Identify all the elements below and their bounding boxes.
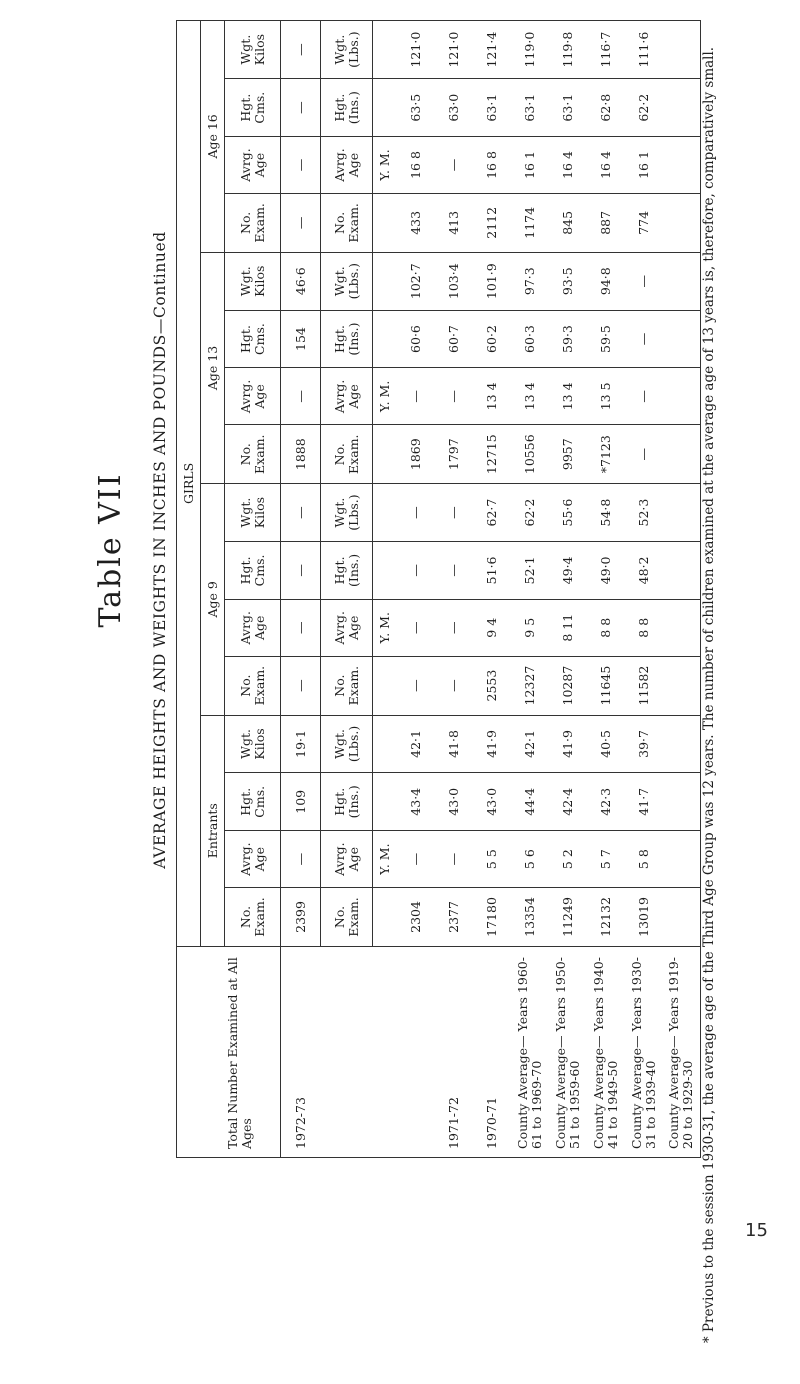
data-cell: 43·0 [473, 773, 511, 831]
header-wgt-kilos: Wgt. Kilos [225, 484, 281, 542]
subheader-avrg-age: Avrg. Age [321, 831, 373, 888]
data-cell: 9 5 [511, 599, 549, 656]
data-cell: — [281, 484, 321, 542]
header-avrg-age: Avrg. Age [225, 599, 281, 656]
data-cell: 102·7 [397, 252, 435, 310]
data-cell: 60·2 [473, 310, 511, 368]
units-cell [373, 484, 397, 542]
data-cell: 121·0 [397, 21, 435, 79]
data-cell: 119·8 [549, 21, 587, 79]
page-number: 15 [745, 1220, 768, 1241]
data-cell: — [281, 541, 321, 599]
data-cell: 16 8 [473, 137, 511, 194]
row-label: 1970-71 [473, 946, 511, 1157]
units-cell [373, 252, 397, 310]
data-cell: 16 4 [587, 137, 625, 194]
units-ym: Y. M. [373, 831, 397, 888]
row-label: County Average— Years 1919-20 to 1929-30 [663, 946, 701, 1157]
data-cell: 1888 [281, 425, 321, 484]
data-cell [663, 252, 701, 310]
data-cell: 887 [587, 193, 625, 252]
data-cell: 13354 [511, 888, 549, 947]
corner-cell [177, 946, 201, 1157]
label-spacer [321, 946, 373, 1157]
data-cell: 11645 [587, 656, 625, 715]
data-cell [663, 888, 701, 947]
header-no-exam: No. Exam. [225, 425, 281, 484]
data-cell: 5 6 [511, 831, 549, 888]
data-cell: 13 4 [549, 368, 587, 425]
table-label: Table VII [93, 472, 128, 628]
header-no-exam: No. Exam. [225, 656, 281, 715]
units-cell [373, 21, 397, 79]
data-cell: — [281, 368, 321, 425]
data-cell: — [435, 656, 473, 715]
units-cell [373, 773, 397, 831]
data-cell [663, 599, 701, 656]
data-cell: 13 4 [511, 368, 549, 425]
data-cell: 49·0 [587, 541, 625, 599]
data-cell: — [435, 541, 473, 599]
data-cell: 9 4 [473, 599, 511, 656]
data-cell [663, 193, 701, 252]
data-cell: 42·3 [587, 773, 625, 831]
heights-weights-table-wrapper [176, 20, 696, 1158]
header-hgt-cms: Hgt. Cms. [225, 773, 281, 831]
subheader-no-exam: No. Exam. [321, 656, 373, 715]
data-cell: 97·3 [511, 252, 549, 310]
row-label: County Average— Years 1940-41 to 1949-50 [587, 946, 625, 1157]
data-cell: 40·5 [587, 715, 625, 773]
units-ym: Y. M. [373, 368, 397, 425]
data-cell: 41·7 [625, 773, 663, 831]
data-cell: — [435, 484, 473, 542]
data-cell: 52·3 [625, 484, 663, 542]
data-cell: 10556 [511, 425, 549, 484]
subheader-no-exam: No. Exam. [321, 888, 373, 947]
data-cell: 59·5 [587, 310, 625, 368]
data-cell: — [625, 425, 663, 484]
data-cell: 48·2 [625, 541, 663, 599]
row-label: 1971-72 [435, 946, 473, 1157]
table-subtitle: AVERAGE HEIGHTS AND WEIGHTS IN INCHES AND POUNDS—Continued [151, 231, 169, 869]
data-cell: — [281, 79, 321, 137]
units-cell [373, 888, 397, 947]
data-cell: 62·7 [473, 484, 511, 542]
data-cell: — [281, 656, 321, 715]
data-cell: — [435, 599, 473, 656]
data-cell: — [625, 252, 663, 310]
data-cell: — [281, 831, 321, 888]
data-cell: — [281, 137, 321, 194]
data-cell: 63·0 [435, 79, 473, 137]
data-cell: 16 8 [397, 137, 435, 194]
data-cell: 12715 [473, 425, 511, 484]
subheader-avrg-age: Avrg. Age [321, 599, 373, 656]
data-cell: 1797 [435, 425, 473, 484]
data-cell: 2553 [473, 656, 511, 715]
label-spacer [397, 946, 435, 1157]
data-cell [663, 310, 701, 368]
data-cell: — [281, 599, 321, 656]
group-header-age-9: Age 9 [201, 484, 225, 715]
data-cell: 17180 [473, 888, 511, 947]
data-cell: 41·8 [435, 715, 473, 773]
data-cell: 59·3 [549, 310, 587, 368]
data-cell: 121·0 [435, 21, 473, 79]
data-cell: 93·5 [549, 252, 587, 310]
header-avrg-age: Avrg. Age [225, 137, 281, 194]
row-label: County Average— Years 1960-61 to 1969-70 [511, 946, 549, 1157]
data-cell: 62·2 [625, 79, 663, 137]
data-cell: 10287 [549, 656, 587, 715]
data-cell [663, 137, 701, 194]
data-cell: 8 8 [587, 599, 625, 656]
data-cell: 12132 [587, 888, 625, 947]
units-cell [373, 656, 397, 715]
header-wgt-kilos: Wgt. Kilos [225, 252, 281, 310]
data-cell: 43·0 [435, 773, 473, 831]
data-cell: 5 7 [587, 831, 625, 888]
data-cell: 63·5 [397, 79, 435, 137]
data-cell: — [397, 368, 435, 425]
data-cell: 433 [397, 193, 435, 252]
data-cell: 54·8 [587, 484, 625, 542]
data-cell [663, 79, 701, 137]
units-cell [373, 193, 397, 252]
data-cell: 13 4 [473, 368, 511, 425]
units-cell [373, 79, 397, 137]
data-cell: 8 11 [549, 599, 587, 656]
data-cell: — [435, 137, 473, 194]
data-cell: 41·9 [473, 715, 511, 773]
data-cell: 42·1 [511, 715, 549, 773]
data-cell: — [397, 599, 435, 656]
data-cell: — [397, 656, 435, 715]
data-cell [663, 831, 701, 888]
footnote: * Previous to the session 1930-31, the average age of the Third Age Group was 12 years. The number of children examined at the average age of 13 years is, therefore, comparatively small. [701, 46, 717, 1344]
data-cell: 5 2 [549, 831, 587, 888]
data-cell: 62·8 [587, 79, 625, 137]
data-cell [663, 368, 701, 425]
data-cell: 2377 [435, 888, 473, 947]
data-cell: 16 4 [549, 137, 587, 194]
subheader-wgt-lbs: Wgt. (Lbs.) [321, 252, 373, 310]
header-hgt-cms: Hgt. Cms. [225, 310, 281, 368]
data-cell: — [435, 368, 473, 425]
subheader-wgt-lbs: Wgt. (Lbs.) [321, 715, 373, 773]
data-cell: 41·9 [549, 715, 587, 773]
data-cell: — [397, 541, 435, 599]
data-cell: 49·4 [549, 541, 587, 599]
data-cell: 43·4 [397, 773, 435, 831]
header-wgt-kilos: Wgt. Kilos [225, 715, 281, 773]
data-cell: 46·6 [281, 252, 321, 310]
data-cell: 55·6 [549, 484, 587, 542]
section-label: GIRLS [177, 21, 201, 947]
data-cell: 39·7 [625, 715, 663, 773]
data-cell: 109 [281, 773, 321, 831]
data-cell: 9957 [549, 425, 587, 484]
data-cell: 13019 [625, 888, 663, 947]
data-cell: 16 1 [511, 137, 549, 194]
units-cell [373, 715, 397, 773]
header-avrg-age: Avrg. Age [225, 831, 281, 888]
data-cell: 2112 [473, 193, 511, 252]
data-cell: 116·7 [587, 21, 625, 79]
data-cell: 60·7 [435, 310, 473, 368]
data-cell: 5 5 [473, 831, 511, 888]
row-label: 1972-73 [281, 946, 321, 1157]
units-cell [373, 425, 397, 484]
data-cell: 12327 [511, 656, 549, 715]
units-cell [373, 310, 397, 368]
group-header-age-16: Age 16 [201, 21, 225, 253]
data-cell: 413 [435, 193, 473, 252]
header-no-exam: No. Exam. [225, 888, 281, 947]
subheader-avrg-age: Avrg. Age [321, 137, 373, 194]
subheader-no-exam: No. Exam. [321, 193, 373, 252]
subheader-hgt-ins: Hgt. (Ins.) [321, 79, 373, 137]
data-cell: 121·4 [473, 21, 511, 79]
data-cell [663, 21, 701, 79]
first-col-header: Total Number Examined at All Ages [201, 946, 281, 1157]
data-cell: 63·1 [549, 79, 587, 137]
data-cell: 1869 [397, 425, 435, 484]
subheader-wgt-lbs: Wgt. (Lbs.) [321, 21, 373, 79]
data-cell: 62·2 [511, 484, 549, 542]
data-cell: 52·1 [511, 541, 549, 599]
header-no-exam: No. Exam. [225, 193, 281, 252]
data-cell: — [281, 193, 321, 252]
data-cell: — [625, 310, 663, 368]
data-cell: 60·6 [397, 310, 435, 368]
subheader-hgt-ins: Hgt. (Ins.) [321, 310, 373, 368]
data-cell [663, 773, 701, 831]
label-spacer [373, 946, 397, 1157]
data-cell: 1174 [511, 193, 549, 252]
data-cell: 63·1 [511, 79, 549, 137]
data-cell: *7123 [587, 425, 625, 484]
data-cell: 42·1 [397, 715, 435, 773]
row-label: County Average— Years 1930-31 to 1939-40 [625, 946, 663, 1157]
header-hgt-cms: Hgt. Cms. [225, 541, 281, 599]
data-cell: — [397, 831, 435, 888]
units-ym: Y. M. [373, 137, 397, 194]
data-cell [663, 541, 701, 599]
header-hgt-cms: Hgt. Cms. [225, 79, 281, 137]
data-cell: 13 5 [587, 368, 625, 425]
data-cell: 42·4 [549, 773, 587, 831]
data-cell: 19·1 [281, 715, 321, 773]
units-ym: Y. M. [373, 599, 397, 656]
data-cell: 154 [281, 310, 321, 368]
data-cell: 2399 [281, 888, 321, 947]
data-cell: — [281, 21, 321, 79]
subheader-no-exam: No. Exam. [321, 425, 373, 484]
data-cell: 8 8 [625, 599, 663, 656]
header-wgt-kilos: Wgt. Kilos [225, 21, 281, 79]
data-cell: 60·3 [511, 310, 549, 368]
data-cell [663, 656, 701, 715]
data-cell: 16 1 [625, 137, 663, 194]
data-cell: 2304 [397, 888, 435, 947]
data-cell: 5 8 [625, 831, 663, 888]
title-block [94, 50, 170, 1050]
data-cell [663, 484, 701, 542]
data-cell [663, 715, 701, 773]
units-cell [373, 541, 397, 599]
subheader-hgt-ins: Hgt. (Ins.) [321, 541, 373, 599]
data-cell: 94·8 [587, 252, 625, 310]
data-cell: 119·0 [511, 21, 549, 79]
row-label: County Average— Years 1950-51 to 1959-60 [549, 946, 587, 1157]
data-cell: 11249 [549, 888, 587, 947]
data-cell: 51·6 [473, 541, 511, 599]
data-cell: 101·9 [473, 252, 511, 310]
data-cell: 774 [625, 193, 663, 252]
data-cell: 44·4 [511, 773, 549, 831]
subheader-avrg-age: Avrg. Age [321, 368, 373, 425]
group-header-entrants: Entrants [201, 715, 225, 946]
data-cell: 845 [549, 193, 587, 252]
data-cell: 11582 [625, 656, 663, 715]
subheader-wgt-lbs: Wgt. (Lbs.) [321, 484, 373, 542]
data-cell: — [435, 831, 473, 888]
subheader-hgt-ins: Hgt. (Ins.) [321, 773, 373, 831]
data-cell: — [625, 368, 663, 425]
group-header-age-13: Age 13 [201, 252, 225, 483]
data-cell: 103·4 [435, 252, 473, 310]
heights-weights-table [176, 20, 701, 1158]
data-cell: 63·1 [473, 79, 511, 137]
data-cell: — [397, 484, 435, 542]
header-avrg-age: Avrg. Age [225, 368, 281, 425]
data-cell: 111·6 [625, 21, 663, 79]
data-cell [663, 425, 701, 484]
